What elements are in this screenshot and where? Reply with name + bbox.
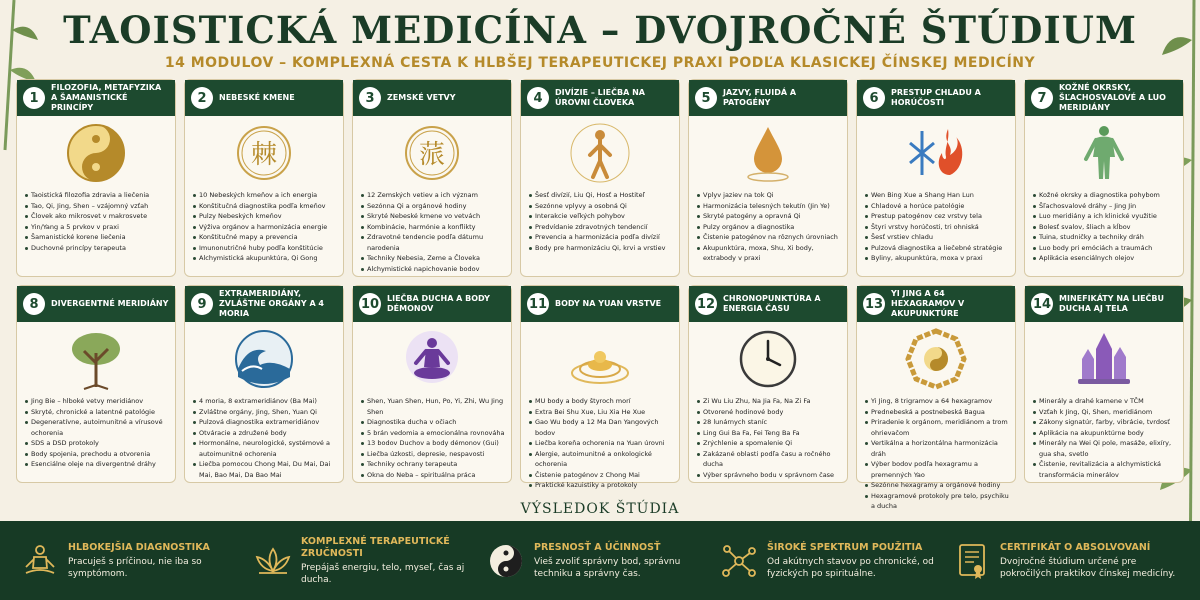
list-item: Kožné okrsky a diagnostika pohybom [1033, 190, 1177, 201]
module-topics [857, 396, 1015, 512]
list-item: 10 Nebeských kmeňov a ich energia [193, 190, 337, 201]
module-title: YI JING A 64 HEXAGRAMOV V AKUPUNKTÚRE [891, 289, 965, 318]
list-item: Esenciálne oleje na divergentné dráhy [25, 459, 169, 470]
module-header [17, 80, 175, 116]
module-number: 4 [527, 87, 549, 109]
module-number: 1 [23, 87, 45, 109]
module-title: CHRONOPUNKTÚRA A ENERGIA ČASU [723, 294, 821, 313]
list-item: Sezónne hexagramy a orgánové hodiny [865, 480, 1009, 491]
module-card [856, 285, 1016, 510]
crystal-icon [1072, 327, 1136, 391]
list-item: 13 bodov Duchov a body démonov (Gui) [361, 438, 505, 449]
module-title: MINEFIKÁTY NA LIEČBU DUCHA AJ TELA [1059, 294, 1165, 313]
module-card [520, 79, 680, 277]
yin-yang-icon [64, 121, 128, 185]
tree-icon [64, 327, 128, 391]
list-item: Techniky ochrany terapeuta [361, 459, 505, 470]
list-item: MU body a body štyroch morí [529, 396, 673, 407]
module-header [521, 286, 679, 322]
module-number: 2 [191, 87, 213, 109]
module-number: 11 [527, 293, 549, 315]
result-item [249, 536, 482, 586]
list-item: Priradenie k orgánom, meridiánom a trom ohrievačom [865, 417, 1009, 438]
list-item: Hexagramové protokoly pre telo, psychiku a ducha [865, 491, 1009, 512]
module-header [1025, 286, 1183, 322]
list-item: Hormonálne, neurologické, systémové a autoimunitné ochorenia [193, 438, 337, 459]
list-item: SDS a DSD protokoly [25, 438, 169, 449]
list-item: Zvláštne orgány, Jing, Shen, Yuan Qi [193, 407, 337, 418]
result-item [715, 541, 948, 581]
result-section-title: VÝSLEDOK ŠTÚDIA [520, 501, 680, 517]
list-item: Techniky Nebesia, Zeme a Človeka [361, 253, 505, 264]
list-item: Alergie, autoimunitné a onkologické ochorenia [529, 449, 673, 470]
list-item: Zákony signatúr, farby, vibrácie, tvrdosť [1033, 417, 1177, 428]
list-item: Konštitučné mapy a prevencia [193, 232, 337, 243]
list-item: Otváracie a združené body [193, 428, 337, 439]
list-item: Šamanistické korene liečenia [25, 232, 169, 243]
wave-icon [232, 327, 296, 391]
result-title: HLBOKEJŠIA DIAGNOSTIKA [68, 541, 210, 553]
list-item: Pulzová diagnostika a liečebné stratégie [865, 243, 1009, 254]
clock-icon [736, 327, 800, 391]
module-topics [17, 190, 175, 253]
list-item: Prestup patogénov cez vrstvy tela [865, 211, 1009, 222]
module-header [689, 80, 847, 116]
list-item: Pulzová diagnostika extrameridiánov [193, 417, 337, 428]
heavenly-stem-icon [232, 121, 296, 185]
list-item: Skryté Nebeské kmene vo vetvách [361, 211, 505, 222]
list-item: Pulzy orgánov a diagnostika [697, 222, 841, 233]
list-item: Bolesť svalov, šliach a kĺbov [1033, 222, 1177, 233]
module-card [184, 285, 344, 483]
list-item: Interakcie veľkých pohybov [529, 211, 673, 222]
list-item: Okna do Neba – spirituálna práca [361, 470, 505, 481]
list-item: Alchymistická akupunktúra, Qi Gong [193, 253, 337, 264]
list-item: 4 moria, 8 extrameridiánov (Ba Mai) [193, 396, 337, 407]
list-item: Ling Gui Ba Fa, Fei Teng Ba Fa [697, 428, 841, 439]
list-item: Vplyv jaziev na tok Qi [697, 190, 841, 201]
result-description: Dvojročné štúdium určené pre pokročilých praktikov čínskej medicíny. [1000, 556, 1176, 579]
list-item: Harmonizácia telesných tekutín (Jin Ye) [697, 201, 841, 212]
module-header [857, 80, 1015, 116]
result-item [482, 541, 715, 581]
module-number: 3 [359, 87, 381, 109]
module-title: ZEMSKÉ VETVY [387, 93, 456, 102]
list-item: Šesť divízií, Liu Qi, Hosť a Hostiteľ [529, 190, 673, 201]
list-item: Zrýchlenie a spomalenie Qi [697, 438, 841, 449]
list-item: Chladové a horúce patológie [865, 201, 1009, 212]
list-item: Diagnostika ducha v očiach [361, 417, 505, 428]
module-header [521, 80, 679, 116]
module-topics [857, 190, 1015, 264]
cold-heat-icon [904, 121, 968, 185]
module-topics [185, 190, 343, 264]
list-item: Sezónna Qi a orgánové hodiny [361, 201, 505, 212]
list-item: Vzťah k Jing, Qi, Shen, meridiánom [1033, 407, 1177, 418]
list-item: 28 lunárnych staníc [697, 417, 841, 428]
module-card [1024, 285, 1184, 483]
bagua-icon [904, 327, 968, 391]
list-item: Aplikácia esenciálnych olejov [1033, 253, 1177, 264]
module-number: 13 [863, 293, 885, 315]
meditation-icon [400, 327, 464, 391]
module-topics [353, 190, 511, 274]
module-number: 6 [863, 87, 885, 109]
result-description: Pracuješ s príčinou, nie iba so symptómom. [68, 556, 202, 579]
list-item: Prevencia a harmonizácia podľa divízií [529, 232, 673, 243]
list-item: Praktické kazuistiky a protokoly [529, 480, 673, 491]
module-number: 7 [1031, 87, 1053, 109]
module-title: BODY NA YUAN VRSTVE [555, 299, 662, 308]
result-title: KOMPLEXNÉ TERAPEUTICKÉ ZRUČNOSTI [301, 535, 450, 559]
module-number: 9 [191, 293, 213, 315]
module-header [353, 286, 511, 322]
list-item: Luo body pri emóciách a traumách [1033, 243, 1177, 254]
module-title: DIVÍZIE – LIEČBA NA ÚROVNI ČLOVEKA [555, 88, 645, 107]
list-item: Čistenie patogénov na rôznych úrovniach [697, 232, 841, 243]
module-card [184, 79, 344, 277]
human-meridian-icon [568, 121, 632, 185]
module-title: KOŽNÉ OKRSKY, ŠĽACHOSVALOVÉ A LUO MERIDIÁNY [1059, 83, 1166, 112]
list-item: Liečba úzkosti, depresie, nespavosti [361, 449, 505, 460]
list-item: Alchymistické napichovanie bodov [361, 264, 505, 275]
list-item: Body pre harmonizáciu Qi, krvi a vrstiev [529, 243, 673, 254]
module-card [16, 79, 176, 277]
list-item: Prednebeská a postnebeská Bagua [865, 407, 1009, 418]
stem-glyph: 棘 [250, 140, 278, 170]
list-item: Výber správneho bodu v správnom čase [697, 470, 841, 481]
module-topics [521, 190, 679, 253]
module-card [856, 79, 1016, 277]
list-item: Štyri vrstvy horúčosti, tri ohniská [865, 222, 1009, 233]
list-item: Čistenie, revitalizácia a alchymistická transformácia minerálov [1033, 459, 1177, 480]
muscle-body-icon [1072, 121, 1136, 185]
list-item: Yi Jing, 8 trigramov a 64 hexagramov [865, 396, 1009, 407]
list-item: Sezónne vplyvy a osobná Qi [529, 201, 673, 212]
list-item: Jing Bie – hlboké vetvy meridiánov [25, 396, 169, 407]
module-topics [1025, 190, 1183, 264]
module-header [1025, 80, 1183, 116]
list-item: Body spojenia, prechodu a otvorenia [25, 449, 169, 460]
list-item: Gao Wu body a 12 Ma Dan Yangových bodov [529, 417, 673, 438]
module-topics [17, 396, 175, 470]
module-title: EXTRAMERIDIÁNY, ZVLÁŠTNE ORGÁNY A 4 MORIA [219, 289, 324, 318]
result-title: PRESNOSŤ A ÚČINNOSŤ [534, 541, 661, 553]
drop-icon [736, 121, 800, 185]
module-card [688, 285, 848, 483]
list-item: Duchovné princípy terapeuta [25, 243, 169, 254]
list-item: Luo meridiány a ich klinické využitie [1033, 211, 1177, 222]
list-item: Liečba koreňa ochorenia na Yuan úrovni [529, 438, 673, 449]
module-title: FILOZOFIA, METAFYZIKA A ŠAMANISTICKÉ PRINCÍPY [51, 83, 162, 112]
module-card [16, 285, 176, 483]
module-number: 12 [695, 293, 717, 315]
result-description: Od akútnych stavov po chronické, od fyzických po spirituálne. [767, 556, 934, 579]
list-item: Šesť vrstiev chladu [865, 232, 1009, 243]
lotus-icon [253, 541, 293, 581]
module-card [520, 285, 680, 489]
module-title: LIEČBA DUCHA A BODY DÉMONOV [387, 294, 490, 313]
result-description: Vieš zvoliť správny bod, správnu techniku a správny čas. [534, 556, 681, 579]
earthly-branch-icon [400, 121, 464, 185]
result-item [16, 541, 249, 581]
list-item: Zdravotné tendencie podľa dátumu narodenia [361, 232, 505, 253]
list-item: Liečba pomocou Chong Mai, Du Mai, Dai Mai, Bao Mai, Da Bao Mai [193, 459, 337, 480]
module-number: 10 [359, 293, 381, 315]
page-subtitle: 14 MODULOV – KOMPLEXNÁ CESTA K HLBŠEJ TERAPEUTICKEJ PRAXI PODĽA KLASICKEJ ČÍNSKEJ MEDICÍNY [164, 55, 1036, 71]
result-title: CERTIFIKÁT O ABSOLVOVANÍ [1000, 541, 1151, 553]
list-item: Skryté patogény a opravná Qi [697, 211, 841, 222]
list-item: Shen, Yuan Shen, Hun, Po, Yi, Zhi, Wu Jing Shen [361, 396, 505, 417]
module-header [185, 80, 343, 116]
module-number: 5 [695, 87, 717, 109]
module-header [689, 286, 847, 322]
list-item: Minerály a drahé kamene v TČM [1033, 396, 1177, 407]
list-item: 5 brán vedomia a emocionálna rovnováha [361, 428, 505, 439]
result-item [948, 541, 1181, 581]
list-item: Yin/Yang a 5 prvkov v praxi [25, 222, 169, 233]
module-header [17, 286, 175, 322]
page-title: TAOISTICKÁ MEDICÍNA – DVOJROČNÉ ŠTÚDIUM [63, 8, 1137, 52]
module-card [352, 285, 512, 483]
network-icon [719, 541, 759, 581]
list-item: 12 Zemských vetiev a ich význam [361, 190, 505, 201]
list-item: Pulzy Nebeských kmeňov [193, 211, 337, 222]
module-header [857, 286, 1015, 322]
module-topics [689, 396, 847, 480]
module-topics [521, 396, 679, 491]
branch-glyph: 蒎 [418, 140, 446, 170]
certificate-icon [952, 541, 992, 581]
list-item: Akupunktúra, moxa, Shu, Xi body, extrabody v praxi [697, 243, 841, 264]
list-item: Zi Wu Liu Zhu, Na Jia Fa, Na Zi Fa [697, 396, 841, 407]
list-item: Človek ako mikrosvet v makrosvete [25, 211, 169, 222]
module-title: JAZVY, FLUIDÁ A PATOGÉNY [723, 88, 797, 107]
yin-yang-icon [486, 541, 526, 581]
module-title: PRESTUP CHLADU A HORÚČOSTI [891, 88, 981, 107]
list-item: Čistenie patogénov z Chong Mai [529, 470, 673, 481]
list-item: Extra Bei Shu Xue, Liu Xia He Xue [529, 407, 673, 418]
module-card [1024, 79, 1184, 277]
list-item: Otvorené hodinové body [697, 407, 841, 418]
module-topics [185, 396, 343, 480]
list-item: Výber bodov podľa hexagramu a premenných Yao [865, 459, 1009, 480]
result-description: Prepájaš energiu, telo, myseľ, čas aj ducha. [301, 562, 465, 585]
yuan-layers-icon [568, 327, 632, 391]
list-item: Zakázané oblasti podľa času a ročného ducha [697, 449, 841, 470]
list-item: Imunonutričné huby podľa konštitúcie [193, 243, 337, 254]
module-header [185, 286, 343, 322]
meditating-person-icon [20, 541, 60, 581]
list-item: Šľachosvalové dráhy – Jing Jin [1033, 201, 1177, 212]
list-item: Taoistická filozofia zdravia a liečenia [25, 190, 169, 201]
module-topics [1025, 396, 1183, 480]
list-item: Tao, Qi, Jing, Shen – vzájomný vzťah [25, 201, 169, 212]
list-item: Wen Bing Xue a Shang Han Lun [865, 190, 1009, 201]
list-item: Vertikálna a horizontálna harmonizácia dráh [865, 438, 1009, 459]
list-item: Tuina, studničky a techniky dráh [1033, 232, 1177, 243]
list-item: Byliny, akupunktúra, moxa v praxi [865, 253, 1009, 264]
list-item: Degeneratívne, autoimunitné a vírusové ochorenia [25, 417, 169, 438]
list-item: Konštitučná diagnostika podľa kmeňov [193, 201, 337, 212]
list-item: Predvídanie zdravotných tendencií [529, 222, 673, 233]
list-item: Minerály na Wei Qi pole, masáže, elixíry, gua sha, svetlo [1033, 438, 1177, 459]
list-item: Aplikácia na akupunktúrne body [1033, 428, 1177, 439]
module-card [688, 79, 848, 277]
list-item: Kombinácie, harmónie a konflikty [361, 222, 505, 233]
module-number: 14 [1031, 293, 1053, 315]
module-card [352, 79, 512, 277]
results-bar [0, 521, 1200, 600]
module-topics [353, 396, 511, 480]
module-header [353, 80, 511, 116]
list-item: Výživa orgánov a harmonizácia energie [193, 222, 337, 233]
result-title: ŠIROKÉ SPEKTRUM POUŽITIA [767, 541, 923, 553]
list-item: Skryté, chronické a latentné patológie [25, 407, 169, 418]
module-topics [689, 190, 847, 264]
module-number: 8 [23, 293, 45, 315]
module-title: DIVERGENTNÉ MERIDIÁNY [51, 299, 169, 308]
module-title: NEBESKÉ KMENE [219, 93, 295, 102]
